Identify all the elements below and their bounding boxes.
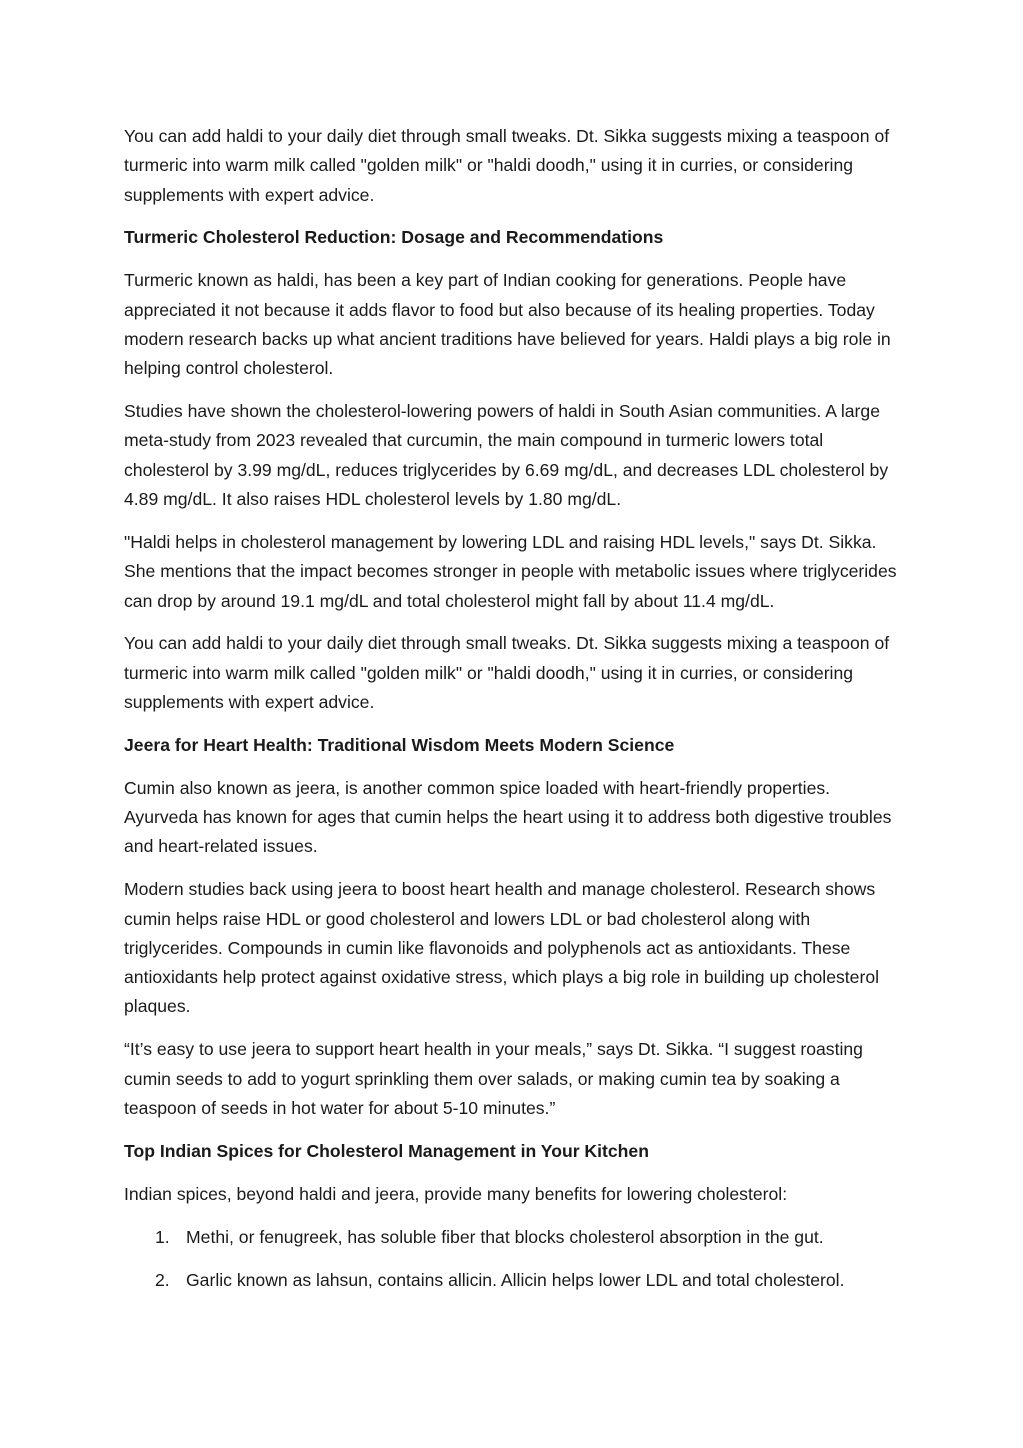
paragraph: Turmeric known as haldi, has been a key part of Indian cooking for generations. People have appreciated it not because it adds flavor to food but also because of its healing properties. Today modern research backs up what ancient traditions have believed for years. Haldi plays a big role in helping control cholesterol. [124, 270, 891, 379]
paragraph: Cumin also known as jeera, is another common spice loaded with heart-friendly properties. Ayurveda has known for ages that cumin helps the heart using it to address both digestive troubles and heart-related issues. [124, 777, 892, 857]
spice-list [124, 1223, 899, 1295]
section-heading-turmeric: Turmeric Cholesterol Reduction: Dosage and Recommendations [124, 227, 664, 248]
list-item-text: Garlic known as lahsun, contains allicin. Allicin helps lower LDL and total cholesterol. [186, 1269, 845, 1290]
paragraph: Modern studies back using jeera to boost heart health and manage cholesterol. Research shows cumin helps raise HDL or good cholesterol and lowers LDL or bad cholesterol along with triglycerides. Compounds in cumin like flavonoids and polyphenols act as antioxidants. These antioxidants help protect against oxidative stress, which plays a big role in building up cholesterol plaques. [124, 879, 880, 1017]
paragraph: You can add haldi to your daily diet through small tweaks. Dt. Sikka suggests mixing a teaspoon of turmeric into warm milk called "golden milk" or "haldi doodh," using it in curries, or considering supplements with expert advice. [124, 633, 890, 713]
list-item-number: 2. [155, 1269, 170, 1290]
list-item-text: Methi, or fenugreek, has soluble fiber that blocks cholesterol absorption in the gut. [186, 1226, 824, 1247]
document-page [124, 122, 899, 1308]
paragraph: Indian spices, beyond haldi and jeera, provide many benefits for lowering cholesterol: [124, 1183, 788, 1204]
section-heading-spices: Top Indian Spices for Cholesterol Management in Your Kitchen [124, 1140, 649, 1161]
paragraph: Studies have shown the cholesterol-lowering powers of haldi in South Asian communities. A large meta-study from 2023 revealed that curcumin, the main compound in turmeric lowers total cholesterol by 3.99 mg/dL, reduces triglycerides by 6.69 mg/dL, and decreases LDL cholesterol by 4.89 mg/dL. It also raises HDL cholesterol levels by 1.80 mg/dL. [124, 401, 889, 510]
paragraph: "Haldi helps in cholesterol management by lowering LDL and raising HDL levels," says Dt. Sikka. She mentions that the impact becomes stronger in people with metabolic issues where triglycerides can drop by around 19.1 mg/dL and total cholesterol might fall by about 11.4 mg/dL. [124, 531, 897, 611]
section-heading-jeera: Jeera for Heart Health: Traditional Wisdom Meets Modern Science [124, 734, 675, 755]
list-item [124, 1223, 899, 1252]
paragraph: You can add haldi to your daily diet through small tweaks. Dt. Sikka suggests mixing a teaspoon of turmeric into warm milk called "golden milk" or "haldi doodh," using it in curries, or considering supplements with expert advice. [124, 126, 890, 205]
paragraph: “It’s easy to use jeera to support heart health in your meals,” says Dt. Sikka. “I suggest roasting cumin seeds to add to yogurt sprinkling them over salads, or making cumin tea by soaking a teaspoon of seeds in hot water for about 5-10 minutes.” [124, 1039, 863, 1118]
list-item-number: 1. [155, 1226, 170, 1247]
list-item [124, 1266, 899, 1295]
